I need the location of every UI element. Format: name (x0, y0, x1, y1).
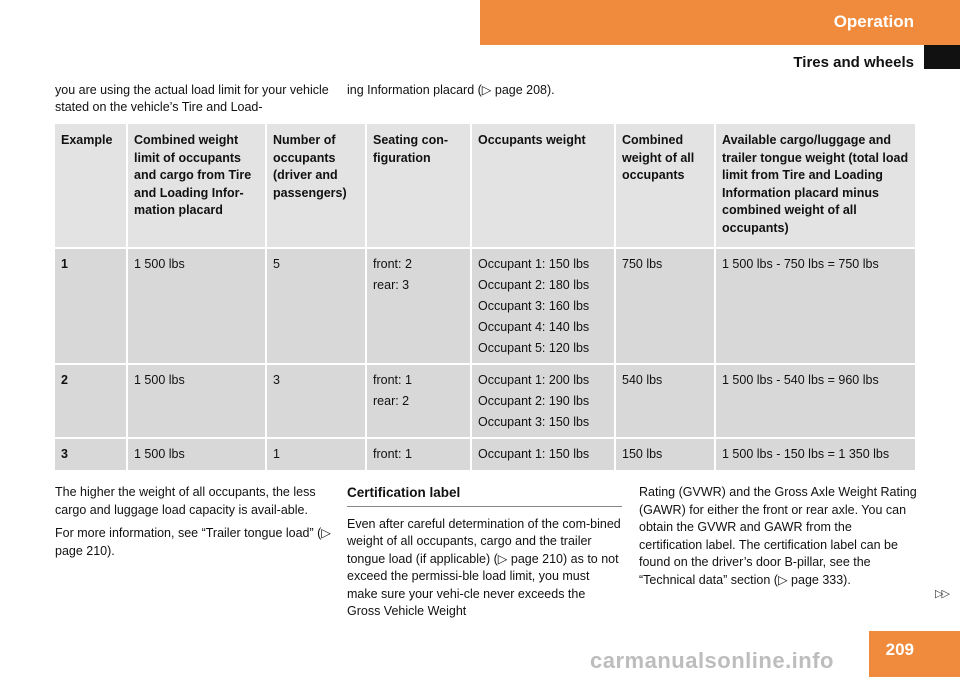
paragraph: For more information, see “Trailer tongue load” (▷ page 210). (55, 526, 331, 558)
example-number: 2 (61, 373, 68, 387)
occupant-weight: Occupant 1: 200 lbs (478, 373, 590, 387)
occupant-weight: Occupant 5: 120 lbs (478, 341, 590, 355)
combined-weight: 540 lbs (622, 373, 663, 387)
example-number: 3 (61, 447, 68, 461)
chapter-title: Operation (833, 12, 914, 31)
intro-text-right: ing Information placard (▷ page 208). (347, 83, 555, 97)
page-number: 209 (885, 640, 914, 659)
seating-line: rear: 3 (373, 278, 410, 292)
number-occupants: 5 (273, 257, 280, 271)
combined-weight: 150 lbs (622, 447, 663, 461)
weight-limit: 1 500 lbs (134, 373, 185, 387)
watermark: carmanualsonline.info (590, 648, 834, 673)
header-combined-weight: Combined weight of all occupants (615, 124, 715, 248)
table-row (55, 438, 915, 470)
section-tab-marker (924, 45, 960, 69)
column-1-text (55, 484, 335, 566)
header-available-cargo: Available cargo/luggage and trailer tongue weight (total load limit from Tire and Loading Information placard minus combined weight of all occupants) (715, 124, 915, 248)
header-seating: Seating con-figuration (366, 124, 471, 248)
certification-label-heading: Certification label (347, 484, 622, 507)
seating-line: front: 1 (373, 373, 412, 387)
paragraph: The higher the weight of all occupants, the less cargo and luggage load capacity is avail-able. (55, 485, 316, 517)
page-number-box (869, 631, 960, 677)
seating-line: front: 1 (373, 447, 412, 461)
occupants-weights (478, 365, 608, 433)
occupant-weight: Occupant 1: 150 lbs (478, 447, 590, 461)
occupants-weights (478, 439, 608, 465)
occupant-weight: Occupant 2: 180 lbs (478, 278, 590, 292)
number-occupants: 1 (273, 447, 280, 461)
table-header-row (55, 124, 915, 248)
occupants-weights (478, 249, 608, 359)
seating-line: front: 2 (373, 257, 412, 271)
seating-configuration (373, 249, 464, 296)
occupant-weight: Occupant 3: 160 lbs (478, 299, 590, 313)
header-weight-limit: Combined weight limit of occupants and cargo from Tire and Loading Infor-mation placard (127, 124, 266, 248)
example-number: 1 (61, 257, 68, 271)
occupant-weight: Occupant 2: 190 lbs (478, 394, 590, 408)
available-cargo: 1 500 lbs - 750 lbs = 750 lbs (722, 257, 879, 271)
table-row (55, 364, 915, 438)
available-cargo: 1 500 lbs - 150 lbs = 1 350 lbs (722, 447, 890, 461)
table-row (55, 248, 915, 364)
intro-text-left: you are using the actual load limit for your vehicle stated on the vehicle’s Tire and Load- (55, 83, 329, 114)
seating-configuration (373, 365, 464, 412)
paragraph: Even after careful determination of the com-bined weight of all occupants, cargo and the trailer tongue load (if applicable) (▷ page 210) as to not exceed the permissi-ble load limit, you must make sure your vehi-cle never exceeds the Gross Vehicle Weight (347, 516, 621, 618)
section-title: Tires and wheels (793, 54, 914, 71)
header-example: Example (55, 124, 127, 248)
occupant-weight: Occupant 1: 150 lbs (478, 257, 590, 271)
header-number-occupants: Number of occupants (driver and passengers) (266, 124, 366, 248)
seating-line: rear: 2 (373, 394, 410, 408)
continue-arrows-icon: ▷▷ (935, 588, 948, 600)
combined-weight: 750 lbs (622, 257, 663, 271)
paragraph: Rating (GVWR) and the Gross Axle Weight Rating (GAWR) for either the front or rear axle. You can obtain the GVWR and GAWR from the certification label. The certification label can be found on the driver’s door B-pillar, see the “Technical data” section (▷ page 333). (639, 485, 917, 587)
load-examples-table (55, 124, 915, 470)
column-2-text (347, 484, 622, 621)
weight-limit: 1 500 lbs (134, 257, 185, 271)
column-3-text (639, 484, 917, 589)
weight-limit: 1 500 lbs (134, 447, 185, 461)
seating-configuration (373, 439, 464, 465)
number-occupants: 3 (273, 373, 280, 387)
header-occupants-weight: Occupants weight (471, 124, 615, 248)
occupant-weight: Occupant 4: 140 lbs (478, 320, 590, 334)
available-cargo: 1 500 lbs - 540 lbs = 960 lbs (722, 373, 879, 387)
occupant-weight: Occupant 3: 150 lbs (478, 415, 590, 429)
